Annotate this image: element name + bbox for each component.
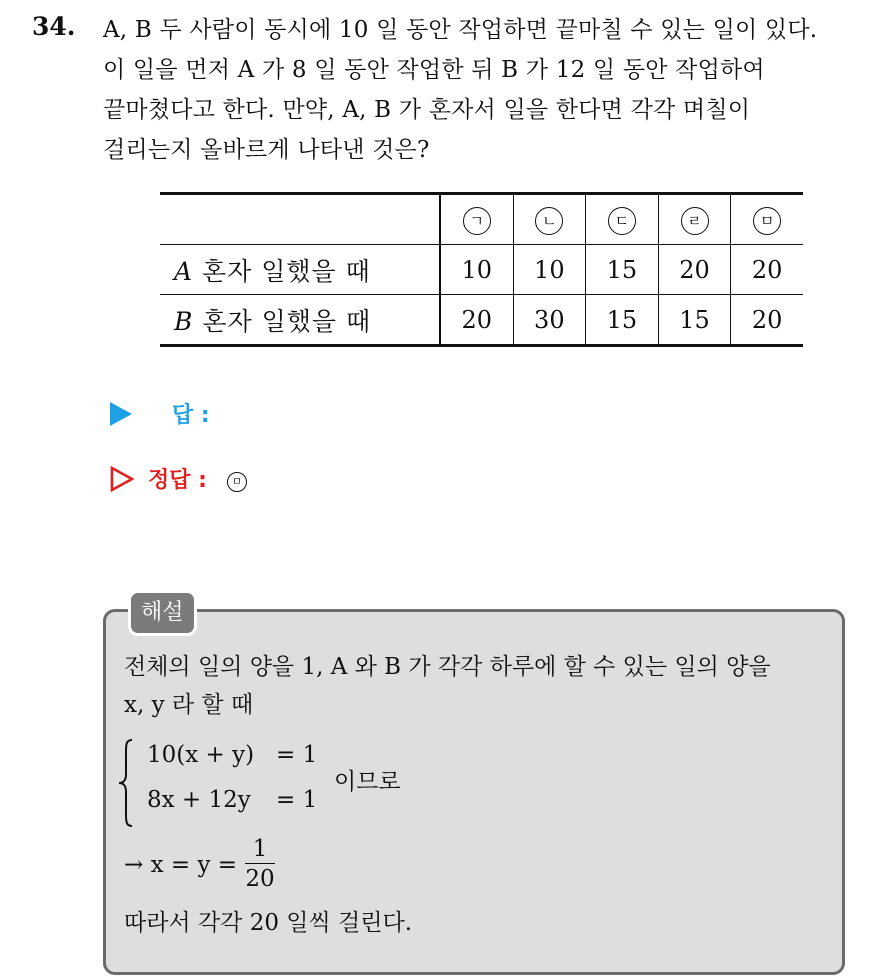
question-line-4: 걸리는지 올바르게 나타낸 것은? (103, 137, 430, 163)
circled-letter-icon: ㄷ (608, 207, 636, 235)
row-variable: A (174, 256, 194, 286)
fraction-denominator: 20 (245, 866, 275, 892)
fraction-numerator: 1 (252, 836, 268, 862)
table-corner-cell (160, 194, 440, 245)
circled-letter-icon: ㄹ (681, 207, 709, 235)
circled-letter-icon: ㅁ (227, 472, 247, 492)
correct-answer-row (110, 463, 247, 494)
solution-line-2: x, y 라 할 때 (124, 692, 254, 718)
choice-header-4 (658, 194, 731, 245)
correct-answer-value (227, 466, 247, 492)
solution-line-1: 전체의 일의 양을 1, A 와 B 가 각각 하루에 할 수 있는 일의 양을 (124, 654, 771, 680)
outline-triangle-icon (110, 466, 134, 492)
table-row-a (160, 245, 803, 295)
table-header-row (160, 194, 803, 245)
table-cell: 20 (440, 295, 513, 346)
row-label-text: 혼자 일했을 때 (193, 256, 371, 286)
equation-1-rhs: = 1 (276, 742, 318, 768)
answer-row (110, 398, 210, 429)
result-line (124, 835, 275, 894)
question-line-1: A, B 두 사람이 동시에 10 일 동안 작업하면 끝마칠 수 있는 일이 있다. (103, 17, 818, 43)
row-label-text: 혼자 일했을 때 (193, 306, 372, 336)
question-line-3: 끝마쳤다고 한다. 만약, A, B 가 혼자서 일을 한다면 각각 며칠이 (103, 97, 751, 123)
choice-header-1 (440, 194, 513, 245)
row-variable: B (174, 306, 194, 336)
left-brace-icon (116, 738, 136, 828)
table-cell: 15 (586, 295, 659, 346)
table-cell: 15 (658, 295, 731, 346)
equation-suffix: 이므로 (334, 769, 401, 795)
choice-header-3 (586, 194, 659, 245)
circled-letter-icon: ㅁ (753, 207, 781, 235)
equation-2-rhs: = 1 (276, 787, 318, 813)
table-row-b (160, 295, 803, 346)
equation-2-lhs: 8x + 12y (147, 787, 251, 813)
answer-label: 답 : (172, 403, 210, 428)
table-cell: 20 (731, 295, 803, 346)
choice-header-5 (731, 194, 803, 245)
choices-table (160, 192, 803, 347)
play-triangle-icon (110, 402, 132, 426)
row-label-a (160, 245, 440, 295)
row-label-b (160, 295, 440, 346)
solution-conclusion: 따라서 각각 20 일씩 걸린다. (124, 910, 413, 936)
circled-letter-icon: ㄱ (463, 207, 491, 235)
solution-tag: 해설 (128, 590, 197, 636)
table-cell: 20 (731, 245, 803, 295)
choice-header-2 (513, 194, 586, 245)
equation-1-lhs: 10(x + y) (147, 742, 255, 768)
correct-answer-label: 정답 : (148, 468, 207, 493)
table-cell: 10 (440, 245, 513, 295)
question-text (103, 10, 873, 170)
question-number: 34. (32, 12, 76, 41)
table-cell: 20 (658, 245, 731, 295)
table-cell: 15 (586, 245, 659, 295)
circled-letter-icon: ㄴ (535, 207, 563, 235)
question-line-2: 이 일을 먼저 A 가 8 일 동안 작업한 뒤 B 가 12 일 동안 작업하여 (103, 57, 765, 83)
table-cell: 30 (513, 295, 586, 346)
table-cell: 10 (513, 245, 586, 295)
result-prefix: → x = y = (124, 851, 238, 878)
result-fraction (245, 835, 275, 894)
